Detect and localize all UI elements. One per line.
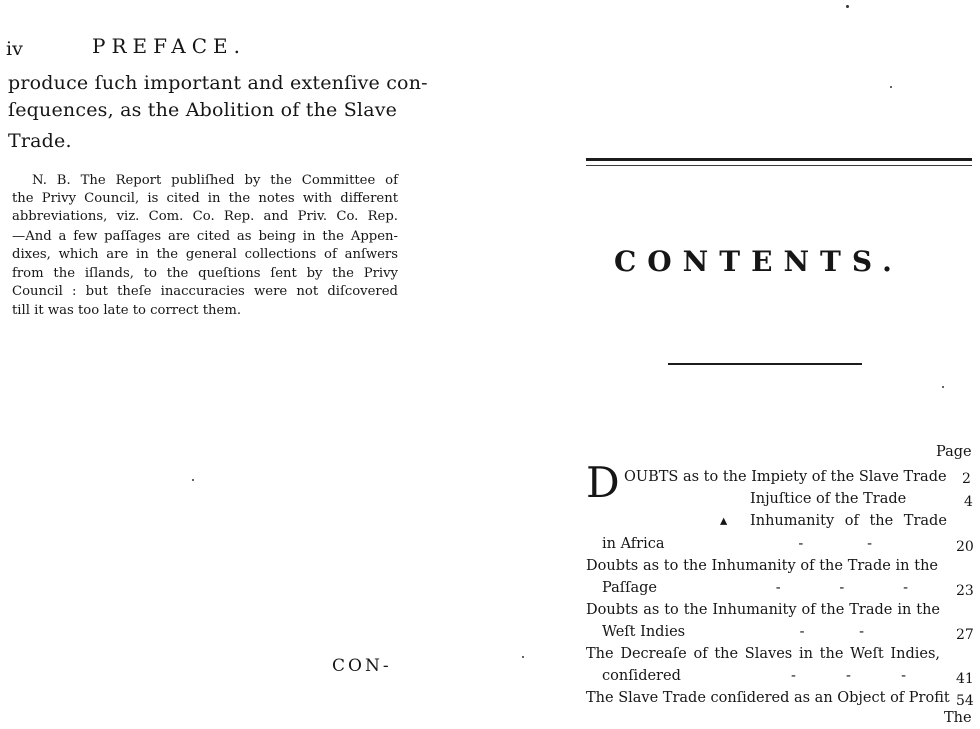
body-line: produce ſuch important and extenſive con- <box>8 72 428 94</box>
toc-entry-text: Paſſage <box>602 580 657 596</box>
body-line: ſequences, as the Abolition of the Slave <box>8 99 398 121</box>
leader: - <box>791 668 796 684</box>
top-rule-thin <box>586 165 972 166</box>
page-number: iv <box>6 38 23 60</box>
note-line: —And a few paſſages are cited as being in the Appen- <box>12 229 398 244</box>
running-head: PREFACE. <box>92 34 246 58</box>
toc-mark: ▴ <box>720 513 728 529</box>
toc-page-number: 20 <box>956 539 974 555</box>
note-line: N. B. The Report publiſhed by the Committee of <box>32 173 398 188</box>
leader: - <box>839 580 845 596</box>
title-rule <box>668 363 862 365</box>
toc-entry-text: Weſt Indies <box>602 624 686 640</box>
scan-speck <box>890 86 892 88</box>
catchword: The <box>944 710 972 726</box>
leader: - <box>799 624 805 640</box>
leader: - <box>901 668 906 684</box>
leader: - <box>775 580 781 596</box>
toc-entry: The Slave Trade conſidered as an Object of Profit <box>586 690 950 706</box>
toc-entry-text: Inhumanity of the Trade <box>750 513 947 529</box>
toc-page-number: 41 <box>956 671 974 687</box>
leader: - <box>798 536 804 552</box>
leader: - <box>903 580 908 596</box>
leader: - <box>846 668 851 684</box>
toc-entry: The Decreaſe of the Slaves in the Weſt Indies, <box>586 646 940 662</box>
catchword: CON- <box>332 656 392 676</box>
toc-page-number: 2 <box>962 471 971 487</box>
body-line: Trade. <box>8 130 72 152</box>
note-line: dixes, which are in the general collections of anſwers <box>12 247 398 262</box>
toc-entry-text: in Africa <box>602 536 665 552</box>
leader: - <box>867 536 872 552</box>
note-line: from the iſlands, to the queſtions ſent by the Privy <box>12 266 398 281</box>
toc-entry: Injuſtice of the Trade <box>750 491 907 507</box>
toc-entry-text: conſidered <box>602 668 681 684</box>
toc-page-number: 4 <box>964 494 973 510</box>
toc-page-number: 54 <box>956 693 974 709</box>
toc-entry: Doubts as to the Inhumanity of the Trade in the <box>586 602 940 618</box>
toc-entry <box>602 533 872 555</box>
note-line: the Privy Council, is cited in the notes with different <box>12 191 398 206</box>
note-line: abbreviations, viz. Com. Co. Rep. and Priv. Co. Rep. <box>12 209 398 224</box>
scan-speck <box>522 656 524 658</box>
page-column-heading: Page <box>936 444 972 460</box>
toc-page-number: 27 <box>956 627 974 643</box>
toc-page-number: 23 <box>956 583 974 599</box>
toc-entry <box>602 621 864 643</box>
toc-entry <box>624 466 947 488</box>
scan-speck <box>192 479 194 481</box>
scan-speck <box>942 386 944 388</box>
toc-entry <box>750 510 947 532</box>
leader: - <box>859 624 864 640</box>
top-rule <box>586 158 972 161</box>
toc-entry-text: OUBTS as to the Impiety of the Slave Trade <box>624 469 947 485</box>
toc-entry <box>602 577 908 599</box>
note-line: Council : but theſe inaccuracies were not diſcovered <box>12 284 398 299</box>
toc-entry <box>602 665 906 687</box>
note-line: till it was too late to correct them. <box>12 303 242 318</box>
scan-speck <box>846 5 849 8</box>
contents-title: CONTENTS. <box>614 245 903 278</box>
drop-cap: D <box>586 458 620 507</box>
toc-entry: Doubts as to the Inhumanity of the Trade in the <box>586 558 938 574</box>
